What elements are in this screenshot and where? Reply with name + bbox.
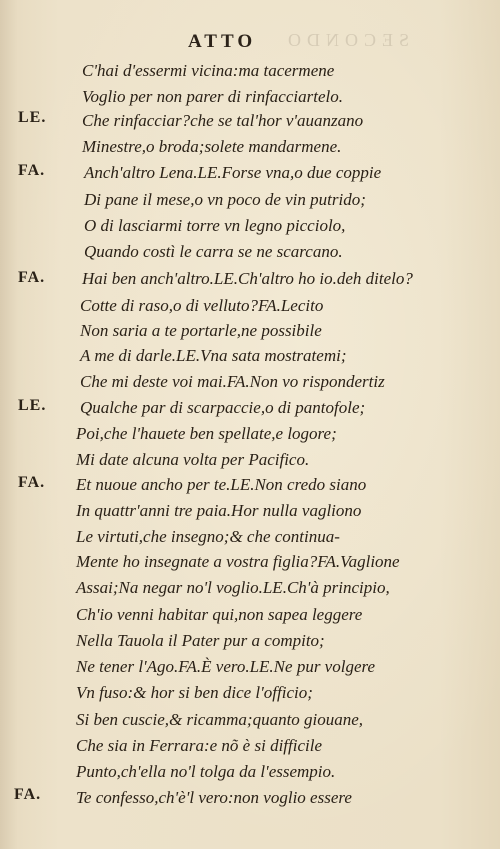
verse-line: Le virtuti,che insegno;& che continua-: [76, 527, 340, 546]
speaker-label: FA.: [18, 162, 46, 179]
verse-line: Anch'altro Lena.LE.Forse vna,o due coppie: [84, 163, 382, 182]
verse-line: Hai ben anch'altro.LE.Ch'altro ho io.deh ditelo?: [82, 269, 413, 288]
speaker-label: FA.: [14, 786, 42, 803]
speaker-label: LE.: [18, 397, 47, 414]
verse-line: A me di darle.LE.Vna sata mostratemi;: [80, 346, 347, 365]
verse-line: Mente ho insegnate a vostra figlia?FA.Vaglione: [76, 552, 400, 571]
verse-line: Minestre,o broda;solete mandarmene.: [82, 137, 342, 156]
verse-line: Vn fuso:& hor si ben dice l'officio;: [76, 683, 313, 702]
verse-line: Assai;Na negar no'l voglio.LE.Ch'à principio,: [76, 578, 390, 597]
verse-line: Ch'io venni habitar qui,non sapea leggere: [76, 605, 363, 624]
verse-line: Cotte di raso,o di velluto?FA.Lecito: [80, 296, 324, 315]
verse-line: C'hai d'essermi vicina:ma tacermene: [82, 61, 335, 80]
page-heading: ATTO: [188, 31, 257, 52]
verse-line: Non saria a te portarle,ne possibile: [80, 321, 322, 340]
speaker-label: LE.: [18, 109, 47, 126]
verse-line: In quattr'anni tre paia.Hor nulla vagliono: [76, 501, 362, 520]
verse-line: Poi,che l'hauete ben spellate,e logore;: [76, 424, 337, 443]
verse-line: Si ben cuscie,& ricamma;quanto giouane,: [76, 710, 364, 729]
verse-line: Et nuoue ancho per te.LE.Non credo siano: [76, 475, 367, 494]
verse-line: Che rinfacciar?che se tal'hor v'auanzano: [82, 111, 364, 130]
speaker-label: FA.: [18, 269, 46, 286]
verse-line: O di lasciarmi torre vn legno picciolo,: [84, 216, 346, 235]
verse-line: Punto,ch'ella no'l tolga da l'essempio.: [76, 762, 336, 781]
verse-line: Ne tener l'Ago.FA.È vero.LE.Ne pur volgere: [76, 657, 376, 676]
speaker-label: FA.: [18, 474, 46, 491]
verse-line: Che mi deste voi mai.FA.Non vo rispondertiz: [80, 372, 385, 391]
bleed-through-text: SECONDO: [282, 30, 410, 50]
verse-line: Di pane il mese,o vn poco de vin putrido;: [84, 190, 366, 209]
verse-line: Nella Tauola il Pater pur a compito;: [76, 631, 325, 650]
verse-line: Quando costì le carra se ne scarcano.: [84, 242, 343, 261]
verse-line: Mi date alcuna volta per Pacifico.: [76, 450, 310, 469]
verse-line: Che sia in Ferrara:e nõ è si difficile: [76, 736, 322, 755]
verse-line: Qualche par di scarpaccie,o di pantofole;: [80, 398, 366, 417]
verse-line: Te confesso,ch'è'l vero:non voglio essere: [76, 788, 352, 807]
verse-line: Voglio per non parer di rinfacciartelo.: [82, 87, 343, 106]
